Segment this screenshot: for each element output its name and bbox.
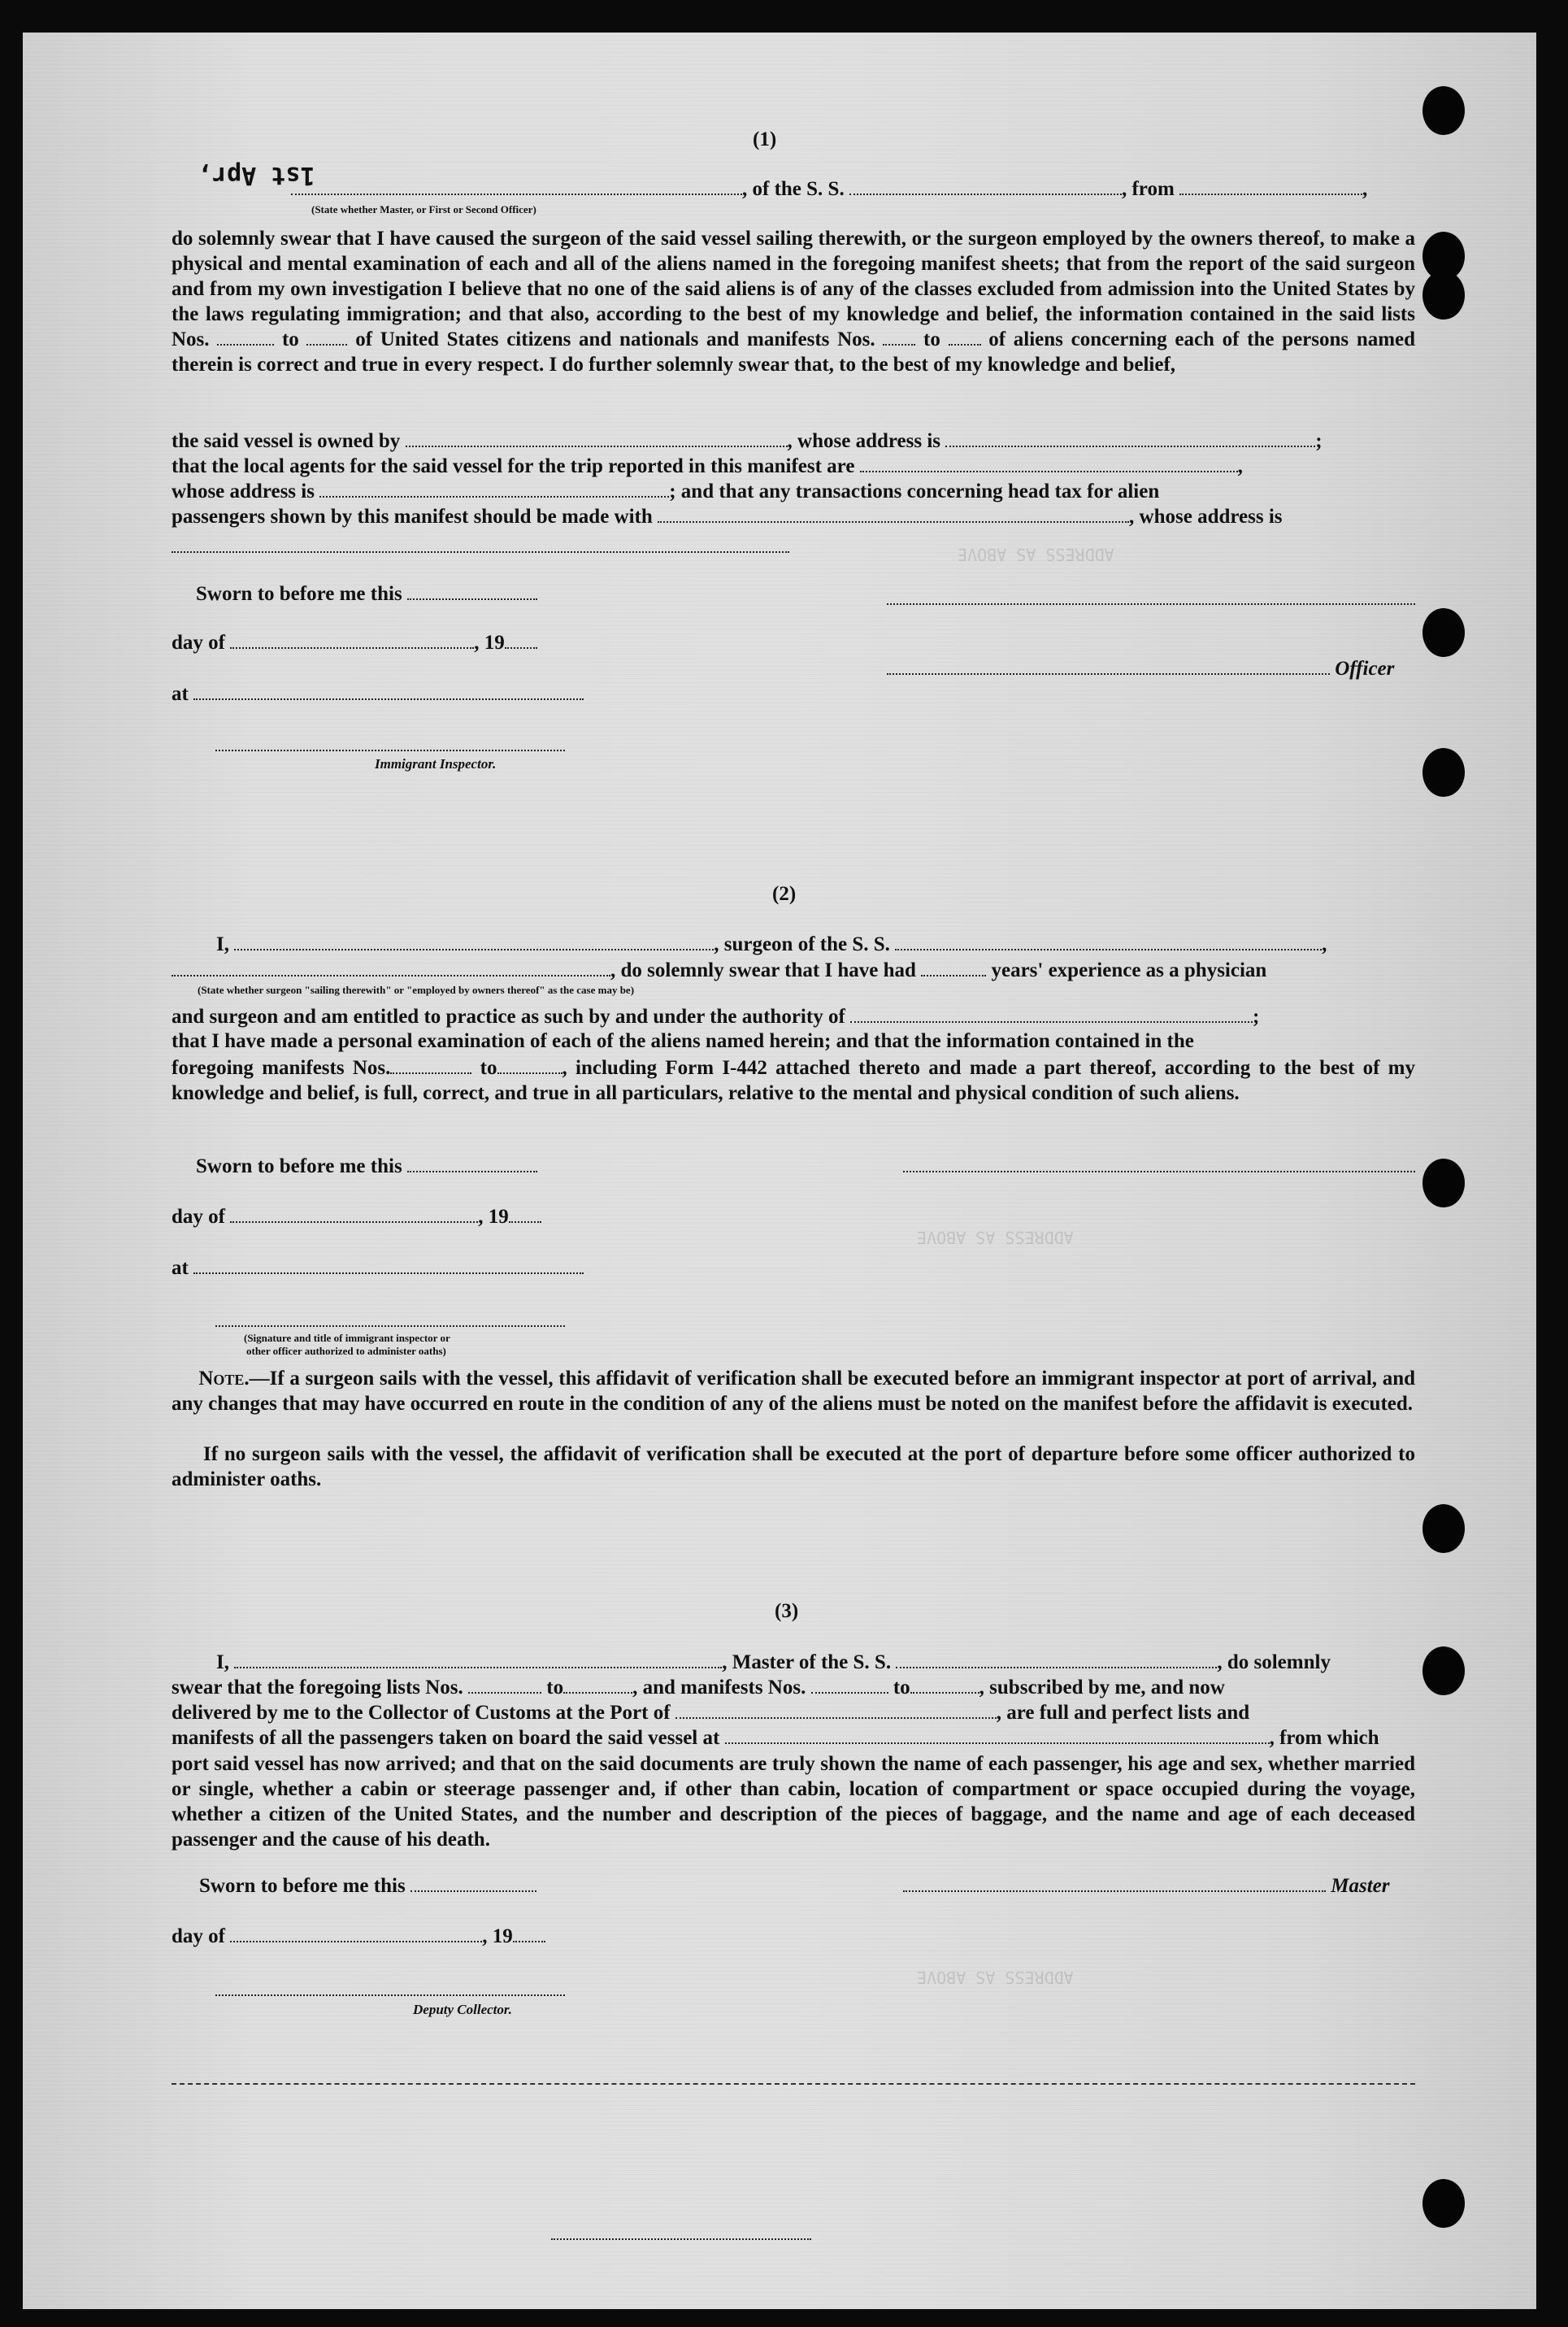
- section-3-number: (3): [775, 1600, 799, 1622]
- sworn-line-2: Sworn to before me this: [196, 1155, 537, 1178]
- punch-hole: [1422, 1159, 1465, 1207]
- document-page: [23, 33, 1536, 2309]
- punch-hole: [1422, 748, 1465, 797]
- foregoing-manifests-text: foregoing manifests Nos. to , including Form I-442 attached thereto and made a part thereof, according to the best of my knowledge and belief, is full, correct, and true in all particulars, relative to the mental and physical condition of such aliens.: [172, 1057, 1416, 1104]
- sworn-line-1: Sworn to before me this: [196, 582, 537, 606]
- section-2-number: (2): [772, 883, 797, 905]
- punch-hole: [1422, 86, 1465, 135]
- punch-hole: [1422, 271, 1465, 320]
- from-label: , from: [1121, 178, 1175, 200]
- day-of-line-1: day of , 19: [172, 631, 537, 655]
- date-stamp: 1st Apr,: [198, 161, 315, 189]
- deputy-collector-caption: Deputy Collector.: [413, 2002, 512, 2017]
- surgeon-caption: (State whether surgeon "sailing therewith" or "employed by owners thereof" as the case may be): [198, 984, 635, 996]
- manifests-all-line: manifests of all the passengers taken on board the said vessel at , from which: [172, 1727, 1379, 1749]
- punch-hole: [1422, 608, 1465, 657]
- delivered-line: delivered by me to the Collector of Customs at the Port of , are full and perfect lists and: [172, 1702, 1250, 1724]
- surgeon-signature-line: [903, 1171, 1415, 1172]
- day-of-line-2: day of , 19: [172, 1205, 541, 1229]
- sworn-line-3: Sworn to before me this: [199, 1874, 536, 1898]
- section-3-body: port said vessel has now arrived; and that on the said documents are truly shown the name of each passenger, his age and sex, whether married or single, whether a cabin or steerage passenger and, if other than cabin, location of compartment or space occupied during the voyage, whether a citizen of the United States, and the number and description of the pieces of baggage, and the name and age of each deceased passenger and the cause of his death.: [172, 1753, 1415, 1851]
- bottom-rule: [172, 2083, 1415, 2085]
- of-the-ss-label: , of the S. S.: [742, 178, 845, 200]
- bleed-through-text: ADDRESS AS ABOVE: [917, 1968, 1074, 1987]
- at-line-1: at: [172, 682, 584, 706]
- section-1-number: (1): [753, 128, 777, 150]
- address-blank: [172, 551, 789, 553]
- section-1-vessel-line: , of the S. S. , from ,: [291, 177, 1367, 201]
- bottom-dots: [551, 2238, 811, 2240]
- local-agents-line: that the local agents for the said vessel for the trip reported in this manifest are ,: [172, 455, 1243, 477]
- note-paragraph: Note.—If a surgeon sails with the vessel, this affidavit of verification shall be executed before an immigrant inspector at port of arrival, and any changes that may have occurred en route in the condition of any of the aliens must be noted on the manifest before the affidavit is executed.: [172, 1368, 1416, 1415]
- master-signature-line: Master: [903, 1874, 1389, 1898]
- bleed-through-text: ADDRESS AS ABOVE: [958, 545, 1114, 564]
- signature-caption-1: (Signature and title of immigrant inspector or: [244, 1332, 450, 1344]
- punch-hole: [1422, 1646, 1465, 1695]
- lists-line: swear that the foregoing lists Nos. to , and manifests Nos. to , subscribed by me, and now: [172, 1677, 1225, 1698]
- signature-caption-2: other officer authorized to administer oaths): [246, 1345, 446, 1357]
- officer-signature-line: [887, 603, 1415, 605]
- owned-by-line: the said vessel is owned by , whose address is ;: [172, 430, 1323, 452]
- section-1-body: do solemnly swear that I have caused the surgeon of the said vessel sailing therewith, or the surgeon employed by the owners thereof, to make a physical and mental examination of each and all of the aliens named in the foregoing manifest sheets; that from the report of the said surgeon and from my own investigation I believe that no one of the said aliens is of any of the classes excluded from admission into the United States by the laws regulating immigration; and that also, according to the best of my knowledge and belief, the information contained in the said lists Nos. to of United States citizens and nationals and manifests Nos. to of aliens concerning each of the persons named therein is correct and true in every respect. I do further solemnly swear that, to the best of my knowledge and belief,: [172, 228, 1416, 376]
- day-of-line-3: day of , 19: [172, 1925, 545, 1948]
- at-line-2: at: [172, 1256, 584, 1280]
- punch-hole: [1422, 1504, 1465, 1553]
- practice-line: and surgeon and am entitled to practice as such by and under the authority of ;: [172, 1006, 1260, 1028]
- punch-hole: [1422, 2179, 1465, 2228]
- examination-line: that I have made a personal examination of each of the aliens named herein; and that the information contained in the: [172, 1030, 1194, 1052]
- bleed-through-text: ADDRESS AS ABOVE: [917, 1228, 1074, 1247]
- inspector-signature-line: [215, 750, 565, 751]
- passengers-shown-line: passengers shown by this manifest should be made with , whose address is: [172, 506, 1283, 528]
- immigrant-inspector-caption: Immigrant Inspector.: [375, 756, 497, 772]
- note-paragraph-2: If no surgeon sails with the vessel, the affidavit of verification shall be executed at the port of departure before some officer authorized to administer oaths.: [172, 1443, 1415, 1490]
- surgeon-line: I, , surgeon of the S. S. ,: [216, 933, 1327, 955]
- master-caption: (State whether Master, or First or Second Officer): [311, 203, 536, 215]
- collector-signature-line: [215, 1994, 565, 1996]
- master-line: I, , Master of the S. S. , do solemnly: [216, 1651, 1331, 1673]
- surgeon-experience-line: , do solemnly swear that I have had years' experience as a physician: [172, 959, 1266, 982]
- inspector-signature-line-2: [215, 1325, 565, 1327]
- whose-address-line: whose address is ; and that any transactions concerning head tax for alien: [172, 481, 1160, 502]
- officer-line: Officer: [887, 657, 1394, 681]
